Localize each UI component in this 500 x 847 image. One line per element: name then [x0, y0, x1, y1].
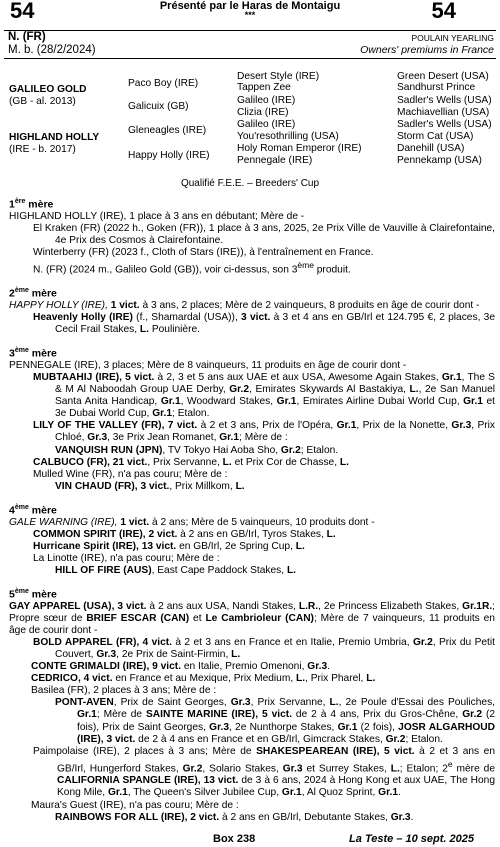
divider	[4, 58, 496, 59]
ancestor: Danehill (USA)	[397, 143, 465, 154]
lot-number-right: 54	[431, 0, 456, 23]
dam-record: GALE WARNING (IRE), 1 vict. à 2 ans; Mère de 5 vainqueurs, 10 produits dont -	[9, 516, 375, 528]
produce-entry: El Kraken (FR) (2022 h., Goken (FR)), 1 place à 3 ans, 2025, 2e Prix Ville de Vauville à Clairefontaine, 4e Prix des Cosmos à Clairefontaine.	[33, 222, 495, 246]
dam-record: HAPPY HOLLY (IRE), 1 vict. à 3 ans, 2 places; Mère de 2 vainqueurs, 8 produits en âge de courir dont -	[9, 300, 480, 312]
sale-place-date: La Teste – 10 sept. 2025	[349, 833, 474, 845]
produce-entry: MUBTAAHIJ (IRE), 5 vict. à 2, 3 et 5 ans aux UAE et aux USA, Awesome Again Stakes, Gr.1, The S & M Al Naboodah Group UAE Derby, Gr.2, Emirates Skywards Al Bastakiya, L., 2e San Manuel Santa Anita Handicap, Gr.1, Woodward Stakes, Gr.1, Emirates Airline Dubai World Cup, Gr.1 et 3e Dubai World Cup, Gr.1; Etalon.	[33, 372, 496, 420]
ancestor: Galileo (IRE)	[237, 119, 296, 130]
granddam-2: Happy Holly (IRE)	[128, 150, 210, 161]
produce-entry: CEDRICO, 4 vict. en France et au Mexique, Prix Medium, L., Prix Pharel, L.	[31, 673, 376, 685]
ancestor: You'resothrilling (USA)	[237, 131, 339, 142]
section-heading-3: 3ème mère	[9, 347, 57, 360]
ancestor: Tappen Zee	[237, 82, 291, 93]
lot-number-left: 54	[10, 0, 35, 23]
ancestor: Desert Style (IRE)	[237, 71, 320, 82]
produce-entry: Winterberry (FR) (2023 f., Cloth of Stars (IRE)), à l'entraînement en France.	[33, 246, 374, 258]
horse-details-row	[8, 44, 494, 57]
ancestor: Sandhurst Prince	[397, 82, 476, 93]
dam-name: HIGHLAND HOLLY	[9, 132, 100, 143]
ancestor: Storm Cat (USA)	[397, 131, 474, 142]
ancestor: Machiavellian (USA)	[397, 107, 490, 118]
produce-entry: CONTE GRIMALDI (IRE), 9 vict. en Italie, Premio Omenoni, Gr.3.	[31, 661, 330, 673]
section-heading-1: 1ère mère	[9, 198, 54, 211]
box-number: Box 238	[213, 833, 256, 845]
produce-entry: Hurricane Spirit (IRE), 13 vict. en GB/Irl, 2e Spring Cup, L.	[33, 540, 305, 552]
ancestor: Green Desert (USA)	[397, 71, 489, 82]
dam-record: PENNEGALE (IRE), 3 places; Mère de 8 vainqueurs, 11 produits en âge de courir dont -	[9, 359, 407, 371]
ancestor: Pennegale (IRE)	[237, 155, 313, 166]
section-heading-4: 4ème mère	[9, 503, 57, 517]
dam-record: GAY APPAREL (USA), 3 vict. à 2 ans aux USA, Nandi Stakes, L.R., 2e Princess Elizabeth Stakes, Gr.1R.; Propre sœur de BRIEF ESCAR (CAN) et Le Cambrioleur (CAN); Mère de 7 vainqueurs, 11 produits en âge de courir dont -	[9, 600, 495, 636]
produce-entry: VIN CHAUD (FR), 3 vict., Prix Millkom, L.	[55, 480, 245, 492]
dam-record: HIGHLAND HOLLY (IRE), 1 place à 3 ans en débutant; Mère de -	[9, 210, 305, 222]
produce-entry: BOLD APPAREL (FR), 4 vict. à 2 et 3 ans en France et en Italie, Premio Umbria, Gr.2, Prix du Petit Couvert, Gr.3, 2e Prix de Saint-Firmin, L.	[33, 636, 495, 660]
produce-entry: Basilea (FR), 2 places à 3 ans; Mère de :	[31, 685, 217, 697]
qualification: Qualifié F.E.E. – Breeders' Cup	[180, 178, 320, 189]
ancestor: Galileo (IRE)	[237, 95, 296, 106]
sire-info: (GB - al. 2013)	[9, 96, 76, 107]
ancestor: Pennekamp (USA)	[397, 155, 482, 166]
produce-entry: Heavenly Holly (IRE) (f., Shamardal (USA)), 3 vict. à 3 et 4 ans en GB/Irl et 124.795 €, 2 places, 3e Cecil Frail Stakes, L. Poulinière.	[33, 312, 495, 336]
produce-entry: CALBUCO (FR), 21 vict., Prix Servanne, L. et Prix Cor de Chasse, L.	[33, 456, 349, 468]
section-heading-5: 5ème mère	[9, 588, 57, 601]
page-header	[0, 0, 500, 30]
produce-entry: HILL OF FIRE (AUS), East Cape Paddock Stakes, L.	[55, 564, 296, 576]
consignor-title: Présenté par le Haras de Montaigu	[159, 0, 341, 12]
ancestor: Holy Roman Emperor (IRE)	[237, 143, 362, 154]
produce-entry: LILY OF THE VALLEY (FR), 7 vict. à 2 et 3 ans, Prix de l'Opéra, Gr.1, Prix de la Nonette, Gr.3, Prix Chloé, Gr.3, 3e Prix Jean Romanet, Gr.1; Mère de :	[33, 420, 495, 444]
produce-entry: Maura's Guest (IRE), n'a pas couru; Mère de :	[31, 799, 239, 811]
owners-premiums: Owners' premiums in France	[360, 44, 494, 56]
grandsire-2: Gleneagles (IRE)	[128, 125, 207, 136]
horse-name: N. (FR)	[8, 31, 46, 43]
sire-name: GALILEO GOLD	[9, 84, 87, 95]
produce-entry: N. (FR) (2024 m., Galileo Gold (GB)), voir ci-dessus, son 3ème produit.	[33, 259, 351, 276]
produce-entry: Mulled Wine (FR), n'a pas couru; Mère de :	[33, 468, 228, 480]
produce-record	[9, 196, 495, 824]
produce-entry: PONT-AVEN, Prix de Saint Georges, Gr.3, Prix Servanne, L., 2e Poule d'Essai des Pouliches, Gr.1; Mère de SAINTE MARINE (IRE), 5 vict. de 2 à 4 ans, Prix du Gros-Chêne, Gr.2 (2 fois), Prix de Saint Georges, Gr.3, 2e Nunthorpe Stakes, Gr.1 (2 fois), JOSR ALGARHOUD (IRE), 3 vict. de 2 à 4 ans en France et en GB/Irl, Gimcrack Stakes, Gr.2; Etalon.	[55, 697, 496, 745]
produce-entry: COMMON SPIRIT (IRE), 2 vict. à 2 ans en GB/Irl, Tyros Stakes, L.	[33, 528, 336, 540]
pedigree-table	[0, 70, 500, 180]
horse-name-row	[8, 31, 494, 44]
grandsire-1: Paco Boy (IRE)	[128, 78, 199, 89]
granddam-1: Galicuix (GB)	[128, 101, 189, 112]
produce-entry: RAINBOWS FOR ALL (IRE), 2 vict. à 2 ans en GB/Irl, Debutante Stakes, Gr.3.	[55, 811, 414, 823]
horse-type: POULAIN YEARLING	[411, 33, 494, 43]
ancestor: Clizia (IRE)	[237, 107, 289, 118]
section-heading-2: 2ème mère	[9, 287, 57, 300]
dam-info: (IRE - b. 2017)	[9, 144, 76, 155]
ancestor: Sadler's Wells (USA)	[397, 95, 492, 106]
produce-entry: La Linotte (IRE), n'a pas couru; Mère de :	[33, 552, 220, 564]
ancestor: Sadler's Wells (USA)	[397, 119, 492, 130]
produce-entry: Paimpolaise (IRE), 2 places à 3 ans; Mère de SHAKESPEAREAN (IRE), 5 vict. à 2 et 3 ans en GB/Irl, Hungerford Stakes, Gr.2, Solario Stakes, Gr.3 et Surrey Stakes, L.; Etalon; 2e mère de CALIFORNIA SPANGLE (IRE), 13 vict. de 3 à 6 ans, 2024 à Hong Kong et aux UAE, The Hong Kong Mile, Gr.1, The Queen's Silver Jubilee Cup, Gr.1, Al Quoz Sprint, Gr.1.	[33, 745, 496, 799]
produce-entry: VANQUISH RUN (JPN), TV Tokyo Hai Aoba Sho, Gr.2; Etalon.	[55, 444, 339, 456]
horse-details: M. b. (28/2/2024)	[8, 44, 96, 56]
header-stars: ***	[244, 10, 256, 20]
